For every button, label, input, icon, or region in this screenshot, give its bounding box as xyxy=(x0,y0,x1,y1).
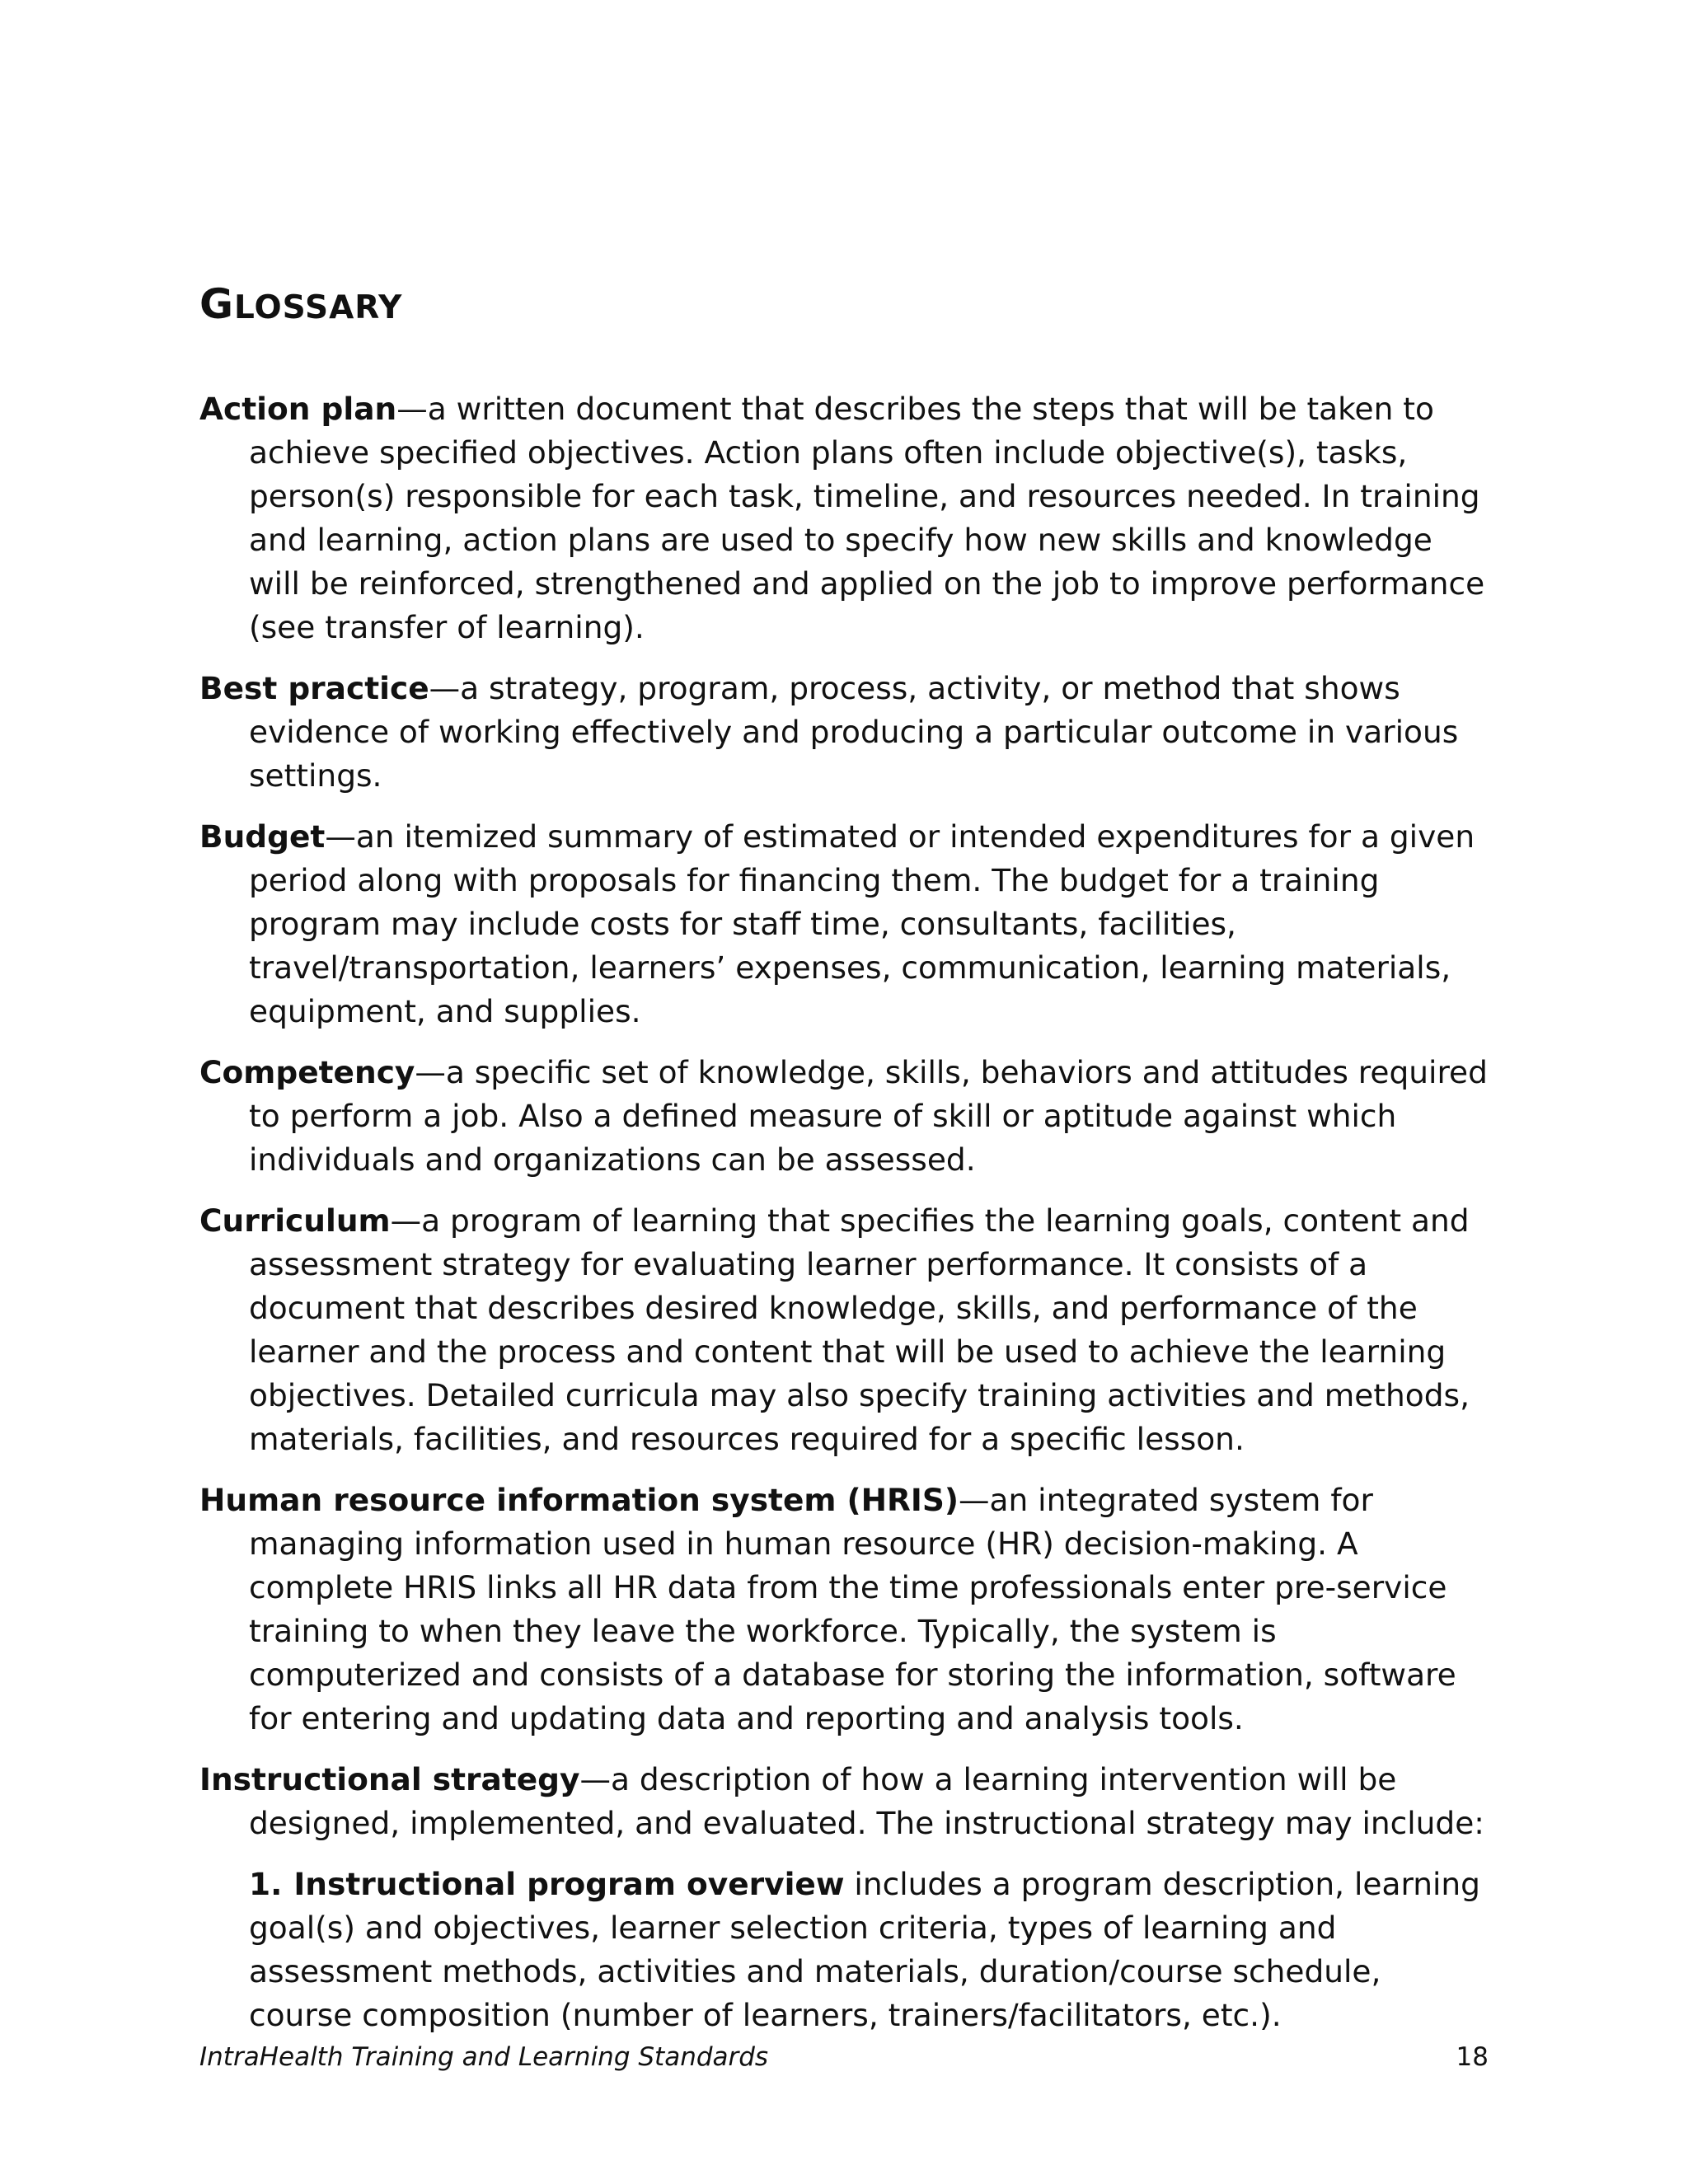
glossary-definition: —an integrated system for managing information used in human resource (HR) decision-making. A complete HRIS links all HR data from the time professionals enter pre-service training to when they leave the workforce. Typically, the system is computerized and consists of a database for storing the information, software for entering and updating data and reporting and analysis tools. xyxy=(249,1482,1456,1736)
list-item-number: 1. xyxy=(249,1866,283,1902)
glossary-entry-hris xyxy=(199,1479,1490,1741)
glossary-term: Instructional strategy xyxy=(199,1761,580,1797)
glossary-definition: —a written document that describes the steps that will be taken to achieve specified objectives. Action plans often include objective(s), tasks, person(s) responsible for each task, timeline, and resources needed. In training and learning, action plans are used to specify how new skills and knowledge will be reinforced, strengthened and applied on the job to improve performance (see transfer of learning). xyxy=(249,391,1485,645)
glossary-term: Competency xyxy=(199,1054,415,1090)
glossary-entry-action-plan xyxy=(199,387,1490,649)
glossary-definition: —an itemized summary of estimated or intended expenditures for a given period along with proposals for financing them. The budget for a training program may include costs for staff time, consultants, facilities, travel/transportation, learners’ expenses, communication, learning materials, equipment, and supplies. xyxy=(249,818,1475,1029)
page-title xyxy=(199,280,402,328)
glossary-term: Budget xyxy=(199,818,326,855)
glossary-entry-budget xyxy=(199,815,1490,1033)
page-footer xyxy=(199,2041,1490,2074)
list-item-term: Instructional program overview xyxy=(293,1866,845,1902)
glossary-entry-best-practice xyxy=(199,667,1490,798)
glossary-entries xyxy=(199,387,1490,2037)
glossary-definition: —a specific set of knowledge, skills, behaviors and attitudes required to perform a job. Also a defined measure of skill or aptitude against which individuals and organizations can be assessed. xyxy=(249,1054,1488,1178)
glossary-entry-competency xyxy=(199,1051,1490,1182)
footer-document-title: IntraHealth Training and Learning Standards xyxy=(199,2042,769,2072)
glossary-entry-curriculum xyxy=(199,1199,1490,1461)
glossary-entry-instructional-strategy xyxy=(199,1758,1490,1845)
glossary-definition: —a program of learning that specifies the learning goals, content and assessment strategy for evaluating learner performance. It consists of a document that describes desired knowledge, skills, and performance of the learner and the process and content that will be used to achieve the learning objectives. Detailed curricula may also specify training activities and methods, materials, facilities, and resources required for a specific lesson. xyxy=(249,1202,1470,1457)
glossary-term: Action plan xyxy=(199,391,397,427)
glossary-definition: —a description of how a learning intervention will be designed, implemented, and evaluated. The instructional strategy may include: xyxy=(249,1761,1484,1841)
glossary-term: Human resource information system (HRIS) xyxy=(199,1482,959,1518)
page-number: 18 xyxy=(1456,2042,1489,2072)
glossary-term: Curriculum xyxy=(199,1202,391,1239)
numbered-list-item xyxy=(199,1863,1490,2037)
list-item-text: includes a program description, learning goal(s) and objectives, learner selection criteria, types of learning and assessment methods, activities and materials, duration/course schedule, course composition (number of learners, trainers/facilitators, etc.). xyxy=(249,1866,1480,2033)
page-title-rest: LOSSARY xyxy=(234,289,403,326)
glossary-term: Best practice xyxy=(199,670,429,706)
page-title-initial: G xyxy=(199,280,235,328)
glossary-definition: —a strategy, program, process, activity, or method that shows evidence of working effectively and producing a particular outcome in various settings. xyxy=(249,670,1459,794)
